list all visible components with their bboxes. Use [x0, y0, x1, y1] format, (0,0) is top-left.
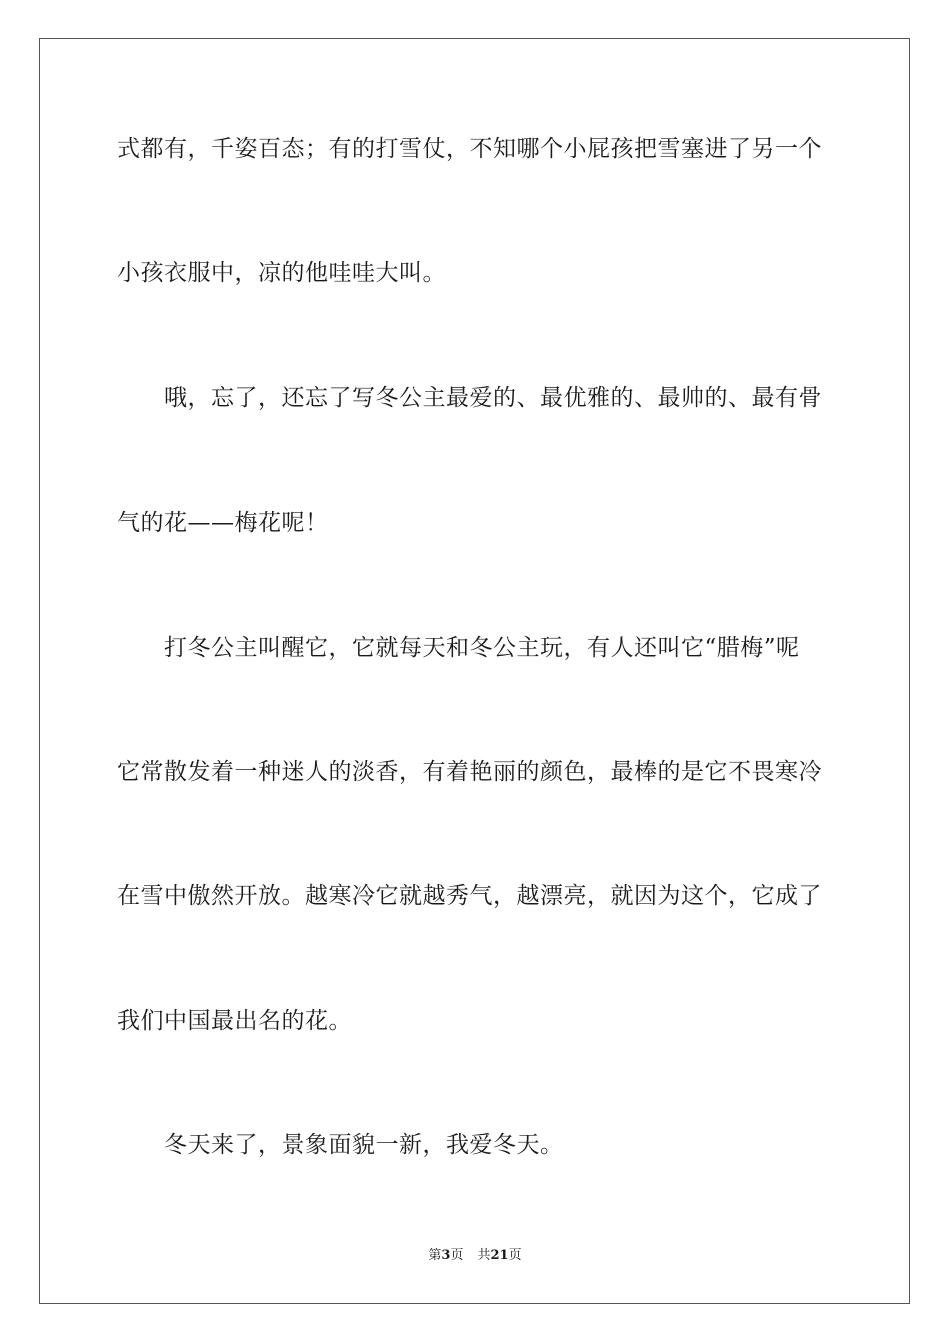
text-line-5: 打冬公主叫醒它，它就每天和冬公主玩，有人还叫它“腊梅”呢 [164, 635, 800, 661]
text-line-6: 它常散发着一种迷人的淡香，有着艳丽的颜色，最棒的是它不畏寒冷 [117, 759, 822, 785]
page-border [39, 38, 910, 1304]
text-line-9: 冬天来了，景象面貌一新，我爱冬天。 [164, 1132, 564, 1158]
text-line-1: 式都有，千姿百态；有的打雪仗，不知哪个小屁孩把雪塞进了另一个 [117, 136, 822, 162]
page-suffix: 页 [450, 1248, 464, 1263]
page-number: 3 [441, 1248, 451, 1263]
total-pages: 21 [490, 1248, 509, 1263]
total-suffix: 页 [508, 1248, 522, 1263]
text-line-7: 在雪中傲然开放。越寒冷它就越秀气，越漂亮，就因为这个，它成了 [117, 883, 822, 909]
text-line-3: 哦，忘了，还忘了写冬公主最爱的、最优雅的、最帅的、最有骨 [164, 385, 822, 411]
text-line-2: 小孩衣服中，凉的他哇哇大叫。 [117, 260, 446, 286]
page-footer [0, 1247, 950, 1265]
text-line-4: 气的花——梅花呢！ [117, 510, 329, 536]
page-prefix: 第 [428, 1248, 442, 1263]
text-line-8: 我们中国最出名的花。 [117, 1008, 352, 1034]
total-prefix: 共 [477, 1248, 491, 1263]
